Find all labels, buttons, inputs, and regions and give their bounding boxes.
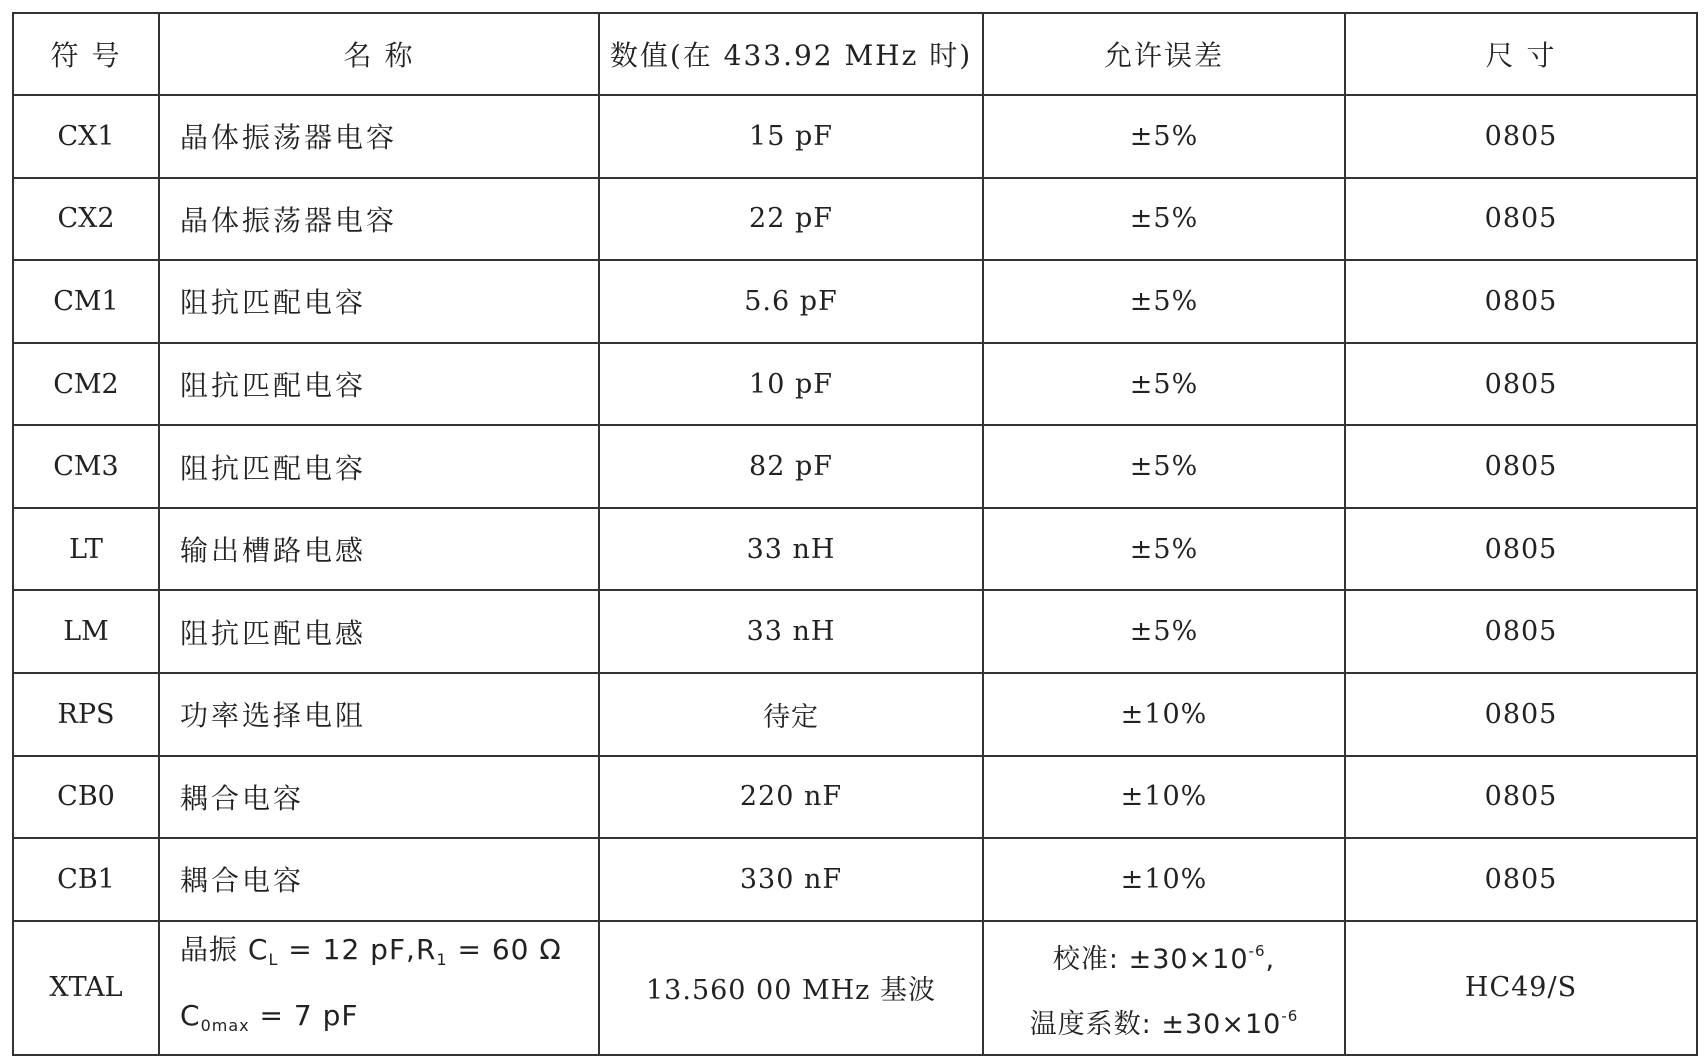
table-row <box>13 590 1697 673</box>
header-size: 尺 寸 <box>1345 13 1697 95</box>
table-row <box>13 508 1697 591</box>
xtal-tol-line1 <box>984 923 1344 988</box>
cell-tolerance: ±5% <box>983 260 1345 343</box>
cell-name-xtal <box>159 921 599 1055</box>
cell-tolerance: ±5% <box>983 425 1345 508</box>
cell-name: 晶体振荡器电容 <box>159 178 599 261</box>
xtal-name-subscript: 0max <box>200 1015 250 1035</box>
cell-size: 0805 <box>1345 590 1697 673</box>
xtal-name-text: 晶振 C <box>180 932 269 966</box>
cell-tolerance: ±10% <box>983 673 1345 756</box>
cell-value: 13.560 00 MHz 基波 <box>599 921 983 1055</box>
cell-size: 0805 <box>1345 95 1697 178</box>
cell-value: 22 pF <box>599 178 983 261</box>
cell-tolerance: ±5% <box>983 178 1345 261</box>
cell-symbol: CM1 <box>13 260 159 343</box>
xtal-tol-text: 温度系数: ±30×10 <box>1029 1008 1282 1040</box>
cell-tolerance: ±5% <box>983 95 1345 178</box>
cell-symbol: CM3 <box>13 425 159 508</box>
xtal-name-line1 <box>180 922 598 988</box>
table-row <box>13 178 1697 261</box>
cell-tolerance: ±5% <box>983 343 1345 426</box>
cell-symbol: CX2 <box>13 178 159 261</box>
component-table <box>12 12 1698 1056</box>
cell-value: 待定 <box>599 673 983 756</box>
cell-name: 阻抗匹配电容 <box>159 343 599 426</box>
cell-tolerance: ±10% <box>983 838 1345 921</box>
cell-name: 耦合电容 <box>159 756 599 839</box>
cell-symbol: CB0 <box>13 756 159 839</box>
cell-symbol: CM2 <box>13 343 159 426</box>
cell-symbol: LT <box>13 508 159 591</box>
cell-symbol: RPS <box>13 673 159 756</box>
table-row <box>13 425 1697 508</box>
cell-size: 0805 <box>1345 343 1697 426</box>
cell-name: 阻抗匹配电感 <box>159 590 599 673</box>
cell-name: 耦合电容 <box>159 838 599 921</box>
cell-symbol: XTAL <box>13 921 159 1055</box>
cell-value: 82 pF <box>599 425 983 508</box>
header-tolerance: 允许误差 <box>983 13 1345 95</box>
cell-value: 15 pF <box>599 95 983 178</box>
xtal-name-text: = 12 pF,R <box>278 932 437 966</box>
cell-name: 输出槽路电感 <box>159 508 599 591</box>
cell-symbol: LM <box>13 590 159 673</box>
table-row <box>13 838 1697 921</box>
cell-size: 0805 <box>1345 178 1697 261</box>
cell-tolerance: ±5% <box>983 590 1345 673</box>
cell-name: 晶体振荡器电容 <box>159 95 599 178</box>
xtal-tol-line2 <box>984 988 1344 1053</box>
xtal-tol-text: 校准: ±30×10 <box>1052 943 1249 975</box>
xtal-name-subscript: L <box>268 949 279 969</box>
cell-value: 330 nF <box>599 838 983 921</box>
header-row <box>13 13 1697 95</box>
header-value: 数值(在 433.92 MHz 时) <box>599 13 983 95</box>
cell-tolerance: ±5% <box>983 508 1345 591</box>
cell-size: 0805 <box>1345 425 1697 508</box>
table-row <box>13 343 1697 426</box>
xtal-name-subscript: 1 <box>436 949 448 969</box>
cell-value: 33 nH <box>599 508 983 591</box>
table-row <box>13 756 1697 839</box>
cell-symbol: CX1 <box>13 95 159 178</box>
cell-name: 阻抗匹配电容 <box>159 425 599 508</box>
xtal-tol-superscript: -6 <box>1248 941 1266 960</box>
cell-size: 0805 <box>1345 260 1697 343</box>
table-row <box>13 260 1697 343</box>
cell-value: 10 pF <box>599 343 983 426</box>
cell-symbol: CB1 <box>13 838 159 921</box>
xtal-name-text: = 60 Ω <box>447 932 562 966</box>
cell-name: 功率选择电阻 <box>159 673 599 756</box>
xtal-name-line2 <box>180 988 598 1054</box>
cell-size: HC49/S <box>1345 921 1697 1055</box>
cell-name: 阻抗匹配电容 <box>159 260 599 343</box>
cell-size: 0805 <box>1345 838 1697 921</box>
cell-value: 5.6 pF <box>599 260 983 343</box>
xtal-tol-superscript: -6 <box>1281 1006 1299 1025</box>
table-row-xtal <box>13 921 1697 1055</box>
header-symbol: 符 号 <box>13 13 159 95</box>
table-row <box>13 95 1697 178</box>
cell-value: 220 nF <box>599 756 983 839</box>
cell-tolerance: ±10% <box>983 756 1345 839</box>
cell-value: 33 nH <box>599 590 983 673</box>
header-name: 名 称 <box>159 13 599 95</box>
cell-tolerance-xtal <box>983 921 1345 1055</box>
cell-size: 0805 <box>1345 756 1697 839</box>
cell-size: 0805 <box>1345 673 1697 756</box>
component-table-wrapper <box>12 12 1696 1056</box>
cell-size: 0805 <box>1345 508 1697 591</box>
xtal-name-text: C <box>180 998 201 1032</box>
xtal-name-text: = 7 pF <box>249 998 359 1032</box>
table-row <box>13 673 1697 756</box>
xtal-tol-text: , <box>1265 943 1276 975</box>
